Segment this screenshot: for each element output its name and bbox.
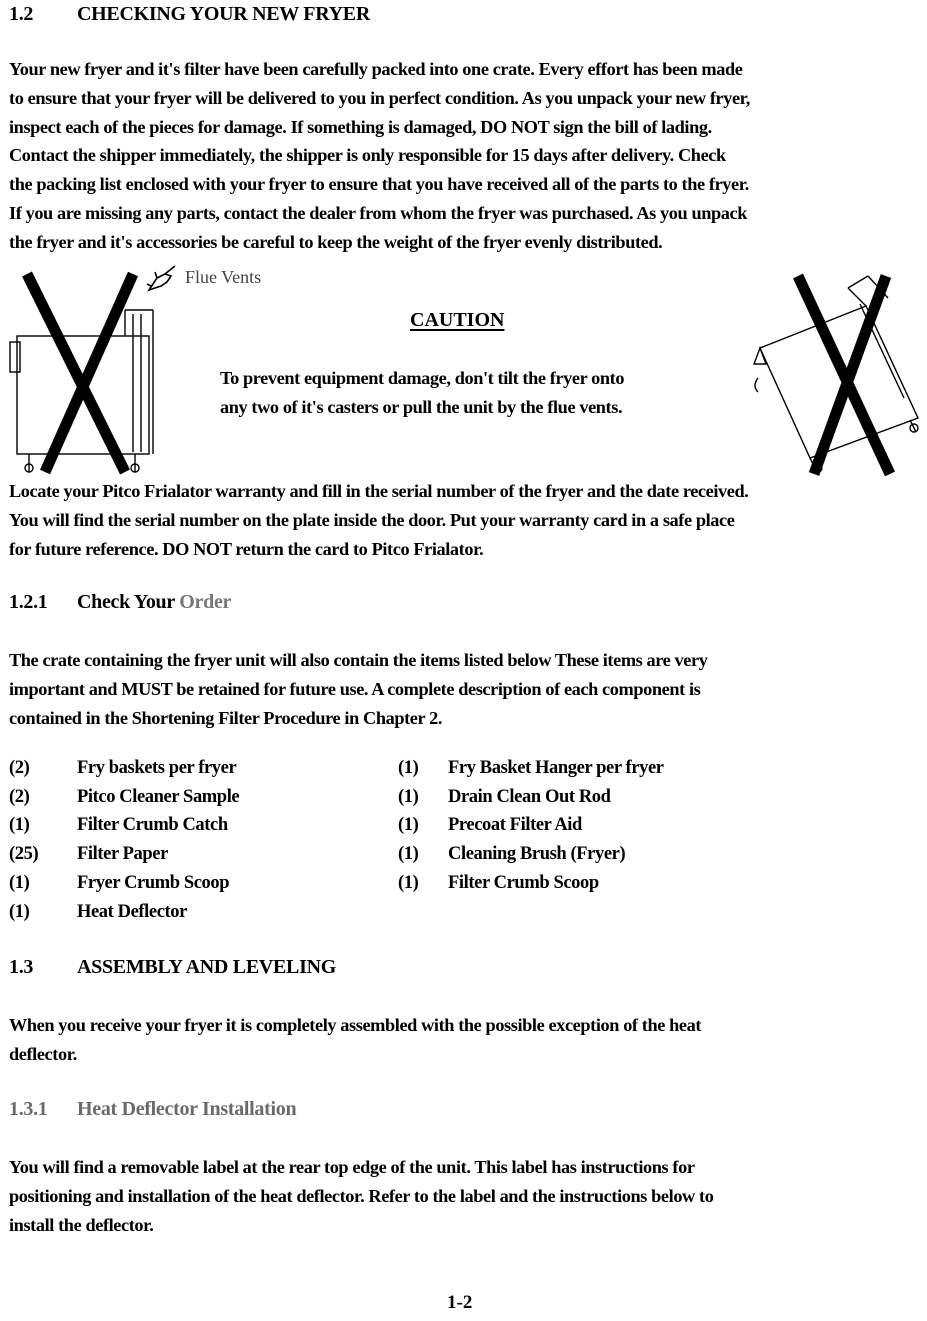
assembly-paragraph xyxy=(9,1011,921,1069)
item-quantity: (1) xyxy=(398,844,419,865)
paragraph-line: the fryer and it's accessories be careful to keep the weight of the fryer evenly distributed. xyxy=(9,231,663,252)
intro-paragraph xyxy=(9,55,921,257)
item-name: Cleaning Brush (Fryer) xyxy=(448,844,626,865)
paragraph-line: The crate containing the fryer unit will also contain the items listed below These items are very xyxy=(9,650,708,670)
section-title: CHECKING YOUR NEW FRYER xyxy=(77,3,370,25)
caution-line: any two of it's casters or pull the unit by the flue vents. xyxy=(220,397,623,417)
item-quantity: (1) xyxy=(398,815,419,836)
paragraph-line: positioning and installation of the heat deflector. Refer to the label and the instructions below to xyxy=(9,1185,714,1206)
item-name: Drain Clean Out Rod xyxy=(448,786,611,807)
flue-vents-label: Flue Vents xyxy=(185,267,262,287)
section-title-part: Order xyxy=(179,591,232,613)
paragraph-line: When you receive your fryer it is completely assembled with the possible exception of the heat xyxy=(9,1015,702,1035)
items-list-left xyxy=(9,758,379,934)
items-list-right xyxy=(398,758,798,908)
paragraph-line: contained in the Shortening Filter Procedure in Chapter 2. xyxy=(9,707,442,728)
section-title-part: Check Your xyxy=(77,591,175,613)
item-name: Fry Basket Hanger per fryer xyxy=(448,758,664,778)
paragraph-line: If you are missing any parts, contact the dealer from whom the fryer was purchased. As you unpack xyxy=(9,202,748,223)
page-number: 1-2 xyxy=(447,1292,473,1313)
item-quantity: (1) xyxy=(398,758,419,778)
item-name: Precoat Filter Aid xyxy=(448,815,582,836)
faint-bleed-through-text xyxy=(15,302,18,326)
item-name: Heat Deflector xyxy=(77,901,187,922)
section-number: 1.3 xyxy=(9,956,34,978)
item-quantity: (1) xyxy=(398,872,419,893)
item-quantity: (2) xyxy=(9,786,30,807)
paragraph-line: Your new fryer and it's filter have been carefully packed into one crate. Every effort has been made xyxy=(9,59,743,79)
order-paragraph xyxy=(9,646,921,732)
item-name: Pitco Cleaner Sample xyxy=(77,786,240,807)
paragraph-line: deflector. xyxy=(9,1043,77,1064)
item-name: Filter Paper xyxy=(77,844,168,865)
caution-title: CAUTION xyxy=(410,309,505,331)
section-number: 1.2.1 xyxy=(9,591,48,613)
deflector-paragraph xyxy=(9,1153,921,1239)
section-1-2-1-heading xyxy=(9,591,409,617)
tilted-fryer-drawing xyxy=(748,268,926,476)
section-1-3-heading xyxy=(9,956,509,982)
paragraph-line: the packing list enclosed with your fryer to ensure that you have received all of the parts to the fryer. xyxy=(9,174,749,195)
item-name: Fry baskets per fryer xyxy=(77,758,237,778)
item-quantity: (1) xyxy=(9,815,30,836)
flue-vents-callout xyxy=(145,262,325,296)
paragraph-line: to ensure that your fryer will be delivered to you in perfect condition. As you unpack your new fryer, xyxy=(9,87,750,108)
item-name: Fryer Crumb Scoop xyxy=(77,872,230,893)
section-title: ASSEMBLY AND LEVELING xyxy=(77,956,336,978)
item-quantity: (2) xyxy=(9,758,30,778)
paragraph-line: You will find a removable label at the rear top edge of the unit. This label has instructions for xyxy=(9,1157,695,1177)
item-quantity: (1) xyxy=(9,901,30,922)
item-name: Filter Crumb Scoop xyxy=(448,872,599,893)
paragraph-line: Contact the shipper immediately, the shipper is only responsible for 15 days after delivery. Check xyxy=(9,145,726,166)
pointing-hand-icon xyxy=(145,264,181,294)
item-quantity: (25) xyxy=(9,844,39,865)
section-title: Heat Deflector Installation xyxy=(77,1098,297,1120)
warranty-paragraph xyxy=(9,477,921,563)
section-1-2-heading xyxy=(9,3,609,29)
paragraph-line: Locate your Pitco Frialator warranty and fill in the serial number of the fryer and the date received. xyxy=(9,481,749,501)
paragraph-line: You will find the serial number on the plate inside the door. Put your warranty card in a safe place xyxy=(9,509,735,530)
section-number: 1.2 xyxy=(9,3,34,25)
paragraph-line: inspect each of the pieces for damage. If something is damaged, DO NOT sign the bill of lading. xyxy=(9,116,712,137)
section-title xyxy=(77,591,231,614)
section-number: 1.3.1 xyxy=(9,1098,48,1120)
paragraph-line: important and MUST be retained for future use. A complete description of each component is xyxy=(9,678,701,699)
caution-text xyxy=(220,364,624,422)
tilted-fryer-illustration xyxy=(748,268,926,476)
caution-line: To prevent equipment damage, don't tilt the fryer onto xyxy=(220,368,625,388)
section-1-3-1-heading xyxy=(9,1098,509,1124)
item-name: Filter Crumb Catch xyxy=(77,815,228,836)
item-quantity: (1) xyxy=(398,786,419,807)
paragraph-line: for future reference. DO NOT return the card to Pitco Frialator. xyxy=(9,538,484,559)
paragraph-line: install the deflector. xyxy=(9,1214,154,1235)
item-quantity: (1) xyxy=(9,872,30,893)
